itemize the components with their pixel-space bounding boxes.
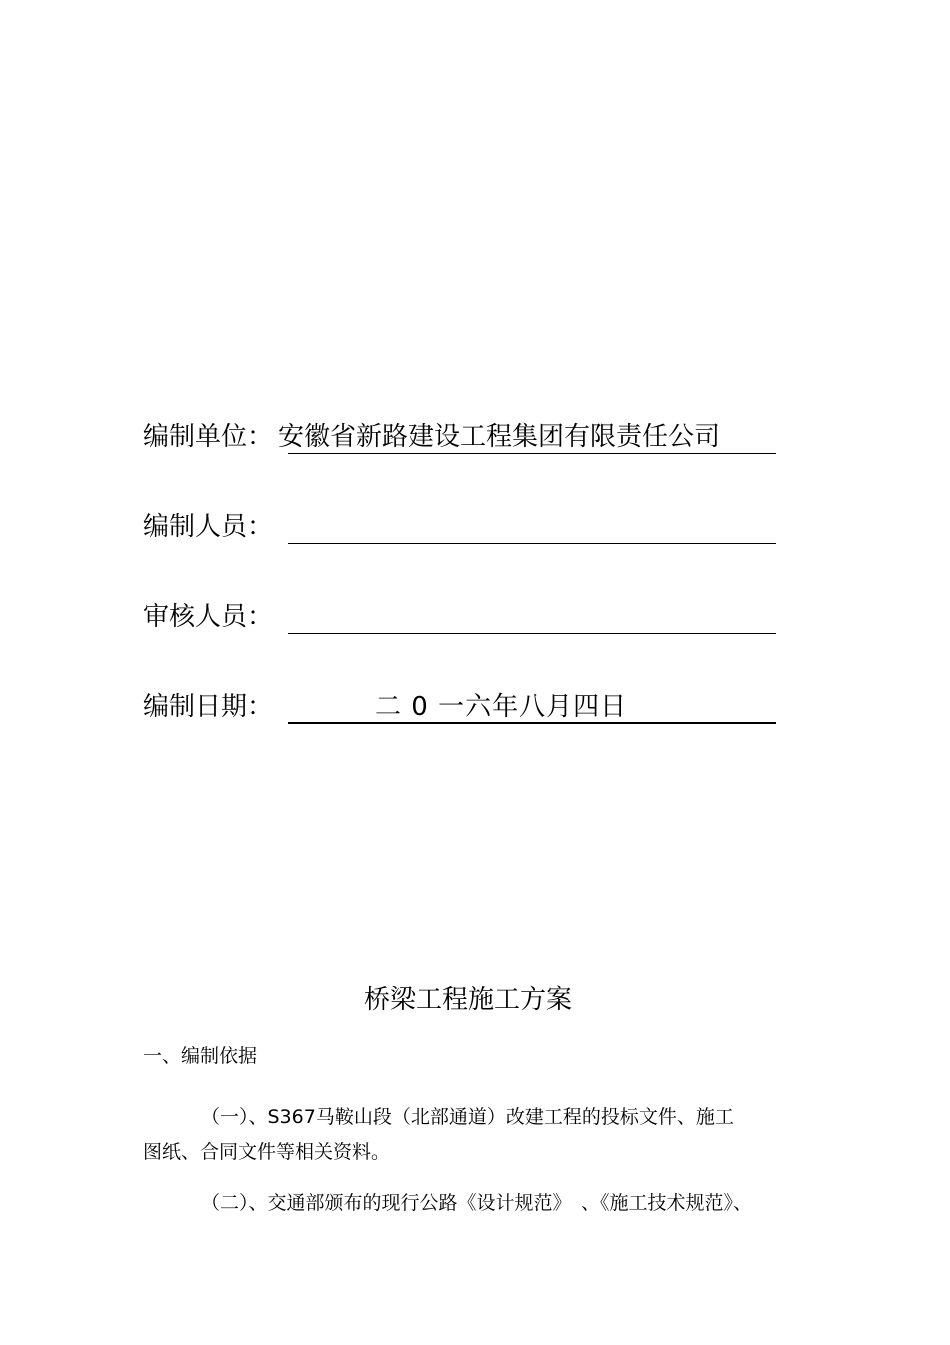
compiling-date-value: 二 0 一六年八月四日 [375,692,628,722]
paragraph-1-line-2: 图纸、合同文件等相关资料。 [143,1141,391,1163]
paragraph-2-line-1: （二）、交通部颁布的现行公路《设计规范》 、《施工技术规范》、 [201,1192,753,1214]
compiling-date-underline [288,722,776,724]
reviewer-underline [288,633,776,634]
section-heading: 一、编制依据 [143,1045,258,1067]
document-title: 桥梁工程施工方案 [363,985,572,1015]
compiling-unit-label: 编制单位： [143,422,274,452]
compiling-unit-value: 安徽省新路建设工程集团有限责任公司 [278,422,721,452]
paragraph-1-line-1: （一）、S367马鞍山段（北部通道）改建工程的投标文件、施工 [201,1106,734,1128]
editor-field [143,500,783,540]
compiling-date-label: 编制日期： [143,692,274,722]
editor-underline [288,543,776,544]
reviewer-field [143,590,783,630]
reviewer-label: 审核人员： [143,602,274,632]
compiling-date-field [143,680,783,720]
editor-label: 编制人员： [143,512,274,542]
compiling-unit-underline [288,453,776,454]
compiling-unit-field [143,410,783,450]
